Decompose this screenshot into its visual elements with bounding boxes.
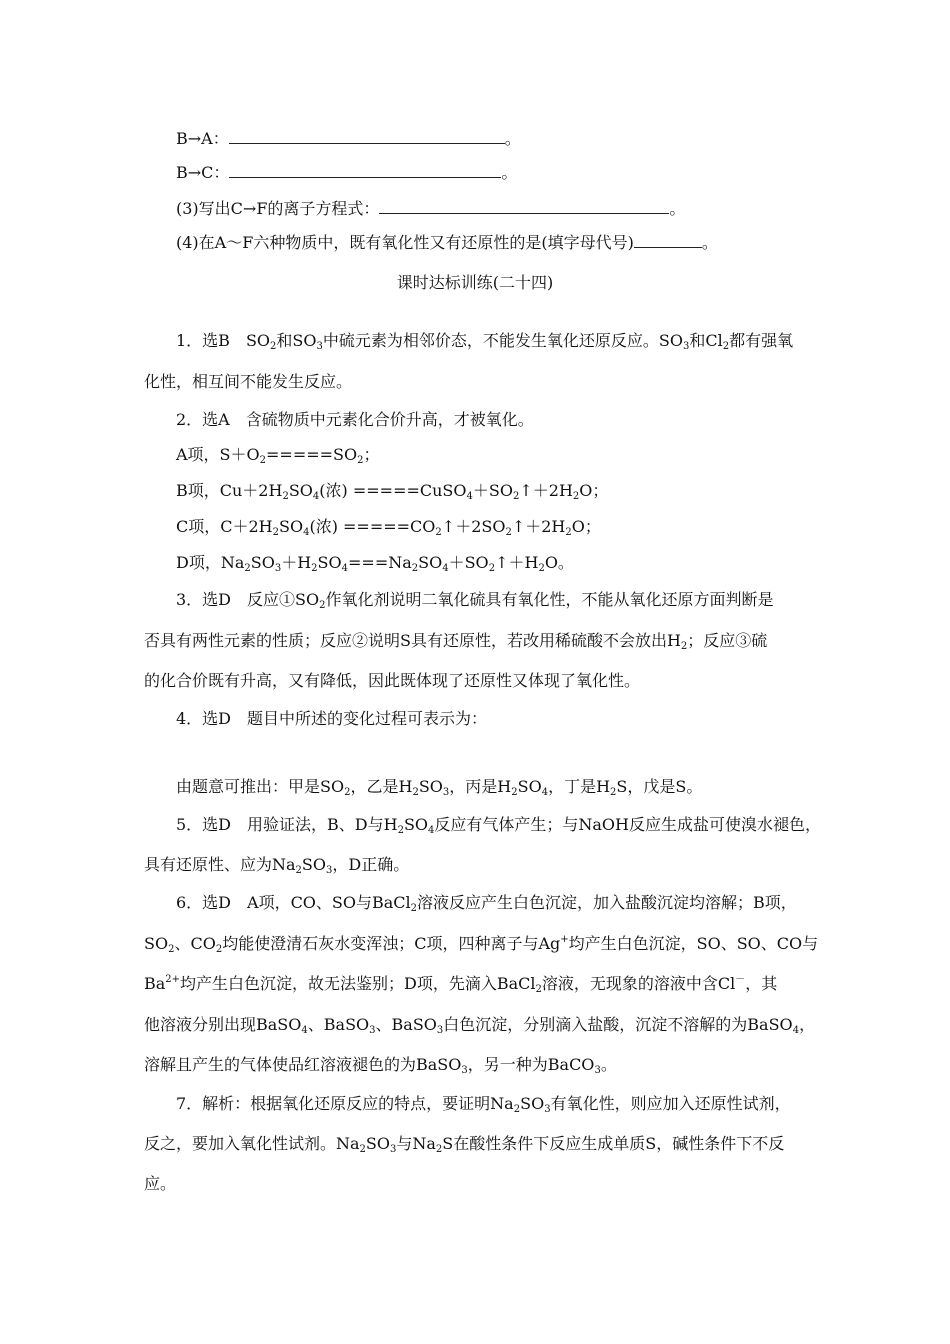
answer-1-line-1: 1．选B $SO_2$和$SO_3$中硫元素为相邻价态，不能发生氧化还原反应。$SO_3$和$Cl_2$都有强氧 bbox=[176, 331, 794, 352]
answer-blank[interactable] bbox=[379, 199, 669, 214]
fill-line-b-to-c: B→C： 。 bbox=[176, 163, 518, 182]
answer-2-line-1: 2．选A 含硫物质中元素化合价升高，才被氧化。 bbox=[176, 410, 534, 429]
answer-6-line-3: $Ba^{2+}$均产生白色沉淀，故无法鉴别；D项，先滴入BaCl$_2$溶液，无现象的溶液中含Cl－，其 bbox=[144, 974, 778, 995]
answer-2-item-b: B项，$Cu+2H_2SO_4$(浓) $=====CuSO_4+SO_2↑+2H_2O$； bbox=[176, 481, 609, 502]
answer-2-item-d: D项，$Na_2SO_3+H_2SO_4===Na_2SO_4+SO_2↑+H_2O$。 bbox=[176, 553, 574, 574]
fill-label: B→C： bbox=[176, 163, 230, 182]
answer-blank[interactable] bbox=[634, 233, 702, 248]
answer-6-line-5: 溶解且产生的气体使品红溶液褪色的为BaSO$_3$，另一种为BaCO$_3$。 bbox=[144, 1055, 617, 1076]
answer-5-line-2: 具有还原性、应为$Na_2SO_3$，D正确。 bbox=[144, 855, 410, 876]
answer-1-line-2: 化性，相互间不能发生反应。 bbox=[144, 372, 353, 391]
answer-5-line-1: 5．选D 用验证法，B、D与$H_2SO_4$反应有气体产生；与NaOH反应生成盐可使溴水褪色， bbox=[176, 815, 822, 836]
question-3: (3)写出C→F的离子方程式： 。 bbox=[176, 199, 686, 218]
answer-3-line-2: 否具有两性元素的性质；反应②说明S具有还原性，若改用稀硫酸不会放出$H_2$；反应③硫 bbox=[144, 631, 768, 652]
answer-6-line-1: 6．选D A项，CO、SO与BaCl$_2$溶液反应产生白色沉淀，加入盐酸沉淀均溶解；B项， bbox=[176, 893, 797, 914]
answer-4-line-2: 由题意可推出：甲是$SO_2$，乙是$H_2SO_3$，丙是$H_2SO_4$，丁是$H_2S$，戊是S。 bbox=[176, 777, 703, 798]
answer-2-item-a: A项，$S+O_2=====SO_2$； bbox=[176, 445, 380, 466]
answer-3-line-1: 3．选D 反应$①SO_2$作氧化剂说明二氧化硫具有氧化性，不能从氧化还原方面判断是 bbox=[176, 590, 774, 611]
answer-7-line-2: 反之，要加入氧化性试剂。$Na_2SO_3$与$Na_2S$在酸性条件下反应生成单质S，碱性条件下不反 bbox=[144, 1134, 785, 1155]
answer-6-line-4: 他溶液分别出现BaSO$_4$、BaSO$_3$、BaSO$_3$白色沉淀，分别滴入盐酸，沉淀不溶解的为BaSO$_4$， bbox=[144, 1015, 816, 1036]
answer-2-item-c: C项，$C+2H_2SO_4$(浓) $=====CO_2↑+2SO_2↑+2H_2O$； bbox=[176, 517, 601, 538]
question-4: (4)在A～F六种物质中，既有氧化性又有还原性的是(填字母代号) 。 bbox=[176, 233, 718, 252]
answer-blank[interactable] bbox=[229, 163, 501, 178]
answer-7-line-3: 应。 bbox=[144, 1174, 177, 1193]
fill-line-b-to-a: B→A： 。 bbox=[176, 129, 521, 148]
answer-7-line-1: 7．解析：根据氧化还原反应的特点，要证明$Na_2SO_3$有氧化性，则应加入还原性试剂， bbox=[176, 1094, 791, 1115]
answer-4-line-1: 4．选D 题目中所述的变化过程可表示为： bbox=[176, 709, 488, 728]
answer-blank[interactable] bbox=[229, 129, 505, 144]
answer-3-line-3: 的化合价既有升高，又有降低，因此既体现了还原性又体现了氧化性。 bbox=[144, 671, 641, 690]
section-title: 课时达标训练(二十四) bbox=[396, 273, 554, 292]
fill-label: B→A： bbox=[176, 129, 229, 148]
answer-6-line-2: $SO_2$、$CO_2$均能使澄清石灰水变浑浊；C项，四种离子与Ag+均产生白色沉淀，SO、SO、CO与 bbox=[144, 934, 819, 955]
